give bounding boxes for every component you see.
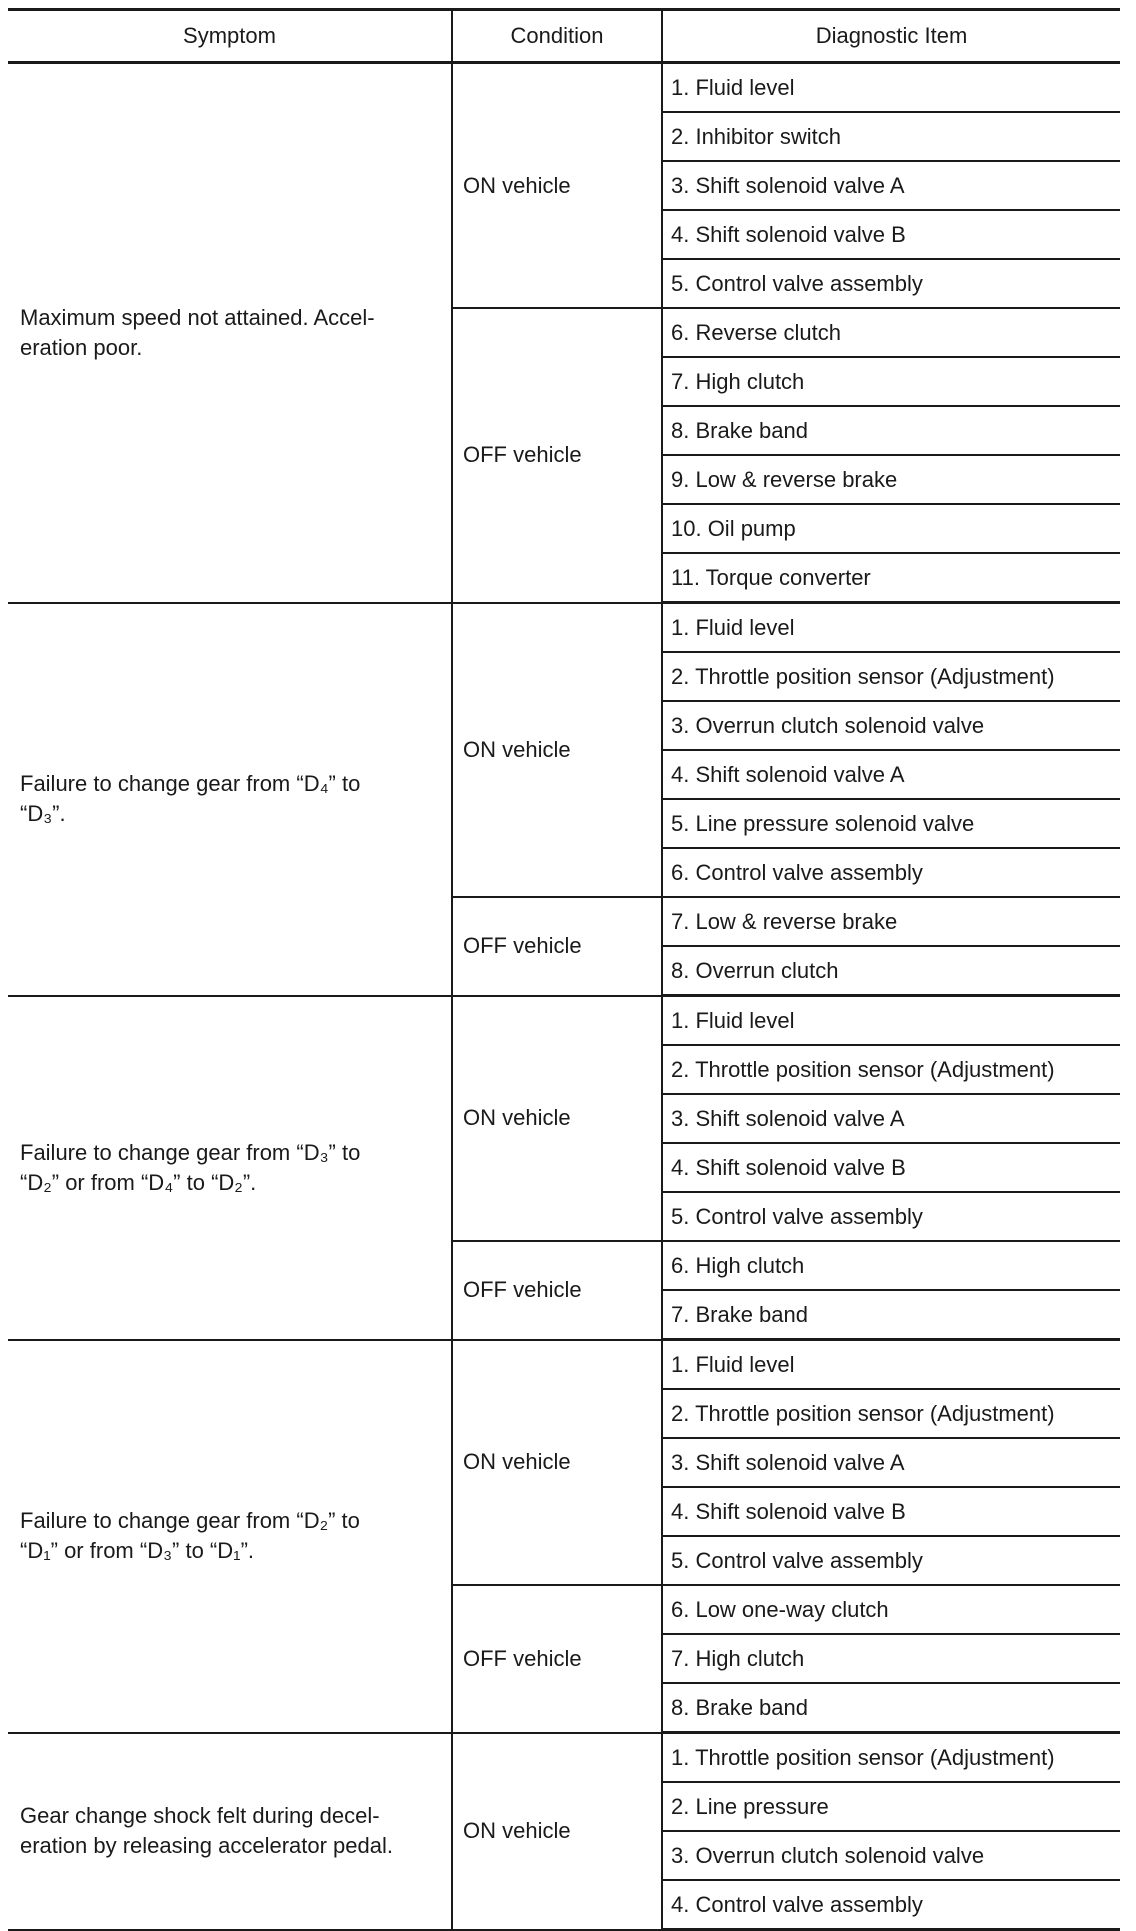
diagnostic-item-cell: 4. Shift solenoid valve B bbox=[662, 1143, 1120, 1192]
table-row bbox=[8, 603, 1120, 653]
diagnostic-item-cell: 5. Control valve assembly bbox=[662, 1192, 1120, 1241]
diagnostic-item-cell: 1. Fluid level bbox=[662, 1340, 1120, 1390]
symptom-cell: Gear change shock felt during decel- eration by releasing accelerator pedal. bbox=[8, 1733, 452, 1930]
diagnostic-item-cell: 4. Shift solenoid valve B bbox=[662, 1487, 1120, 1536]
diagnostic-item-cell: 6. Reverse clutch bbox=[662, 308, 1120, 357]
table-header bbox=[8, 10, 1120, 63]
diagnostic-item-cell: 5. Line pressure solenoid valve bbox=[662, 799, 1120, 848]
diagnostic-item-cell: 5. Control valve assembly bbox=[662, 259, 1120, 308]
symptom-cell: Failure to change gear from “D₂” to “D₁” or from “D₃” to “D₁”. bbox=[8, 1340, 452, 1733]
diagnostic-item-cell: 4. Shift solenoid valve A bbox=[662, 750, 1120, 799]
diagnostic-item-cell: 6. Low one-way clutch bbox=[662, 1585, 1120, 1634]
condition-cell: OFF vehicle bbox=[452, 897, 662, 996]
condition-cell: ON vehicle bbox=[452, 63, 662, 309]
table-row bbox=[8, 1340, 1120, 1390]
diagnostic-item-cell: 3. Overrun clutch solenoid valve bbox=[662, 701, 1120, 750]
table-row bbox=[8, 63, 1120, 113]
header-diagnostic-item: Diagnostic Item bbox=[662, 10, 1120, 63]
diagnostic-item-cell: 7. Brake band bbox=[662, 1290, 1120, 1340]
symptom-cell: Failure to change gear from “D₃” to “D₂” or from “D₄” to “D₂”. bbox=[8, 996, 452, 1340]
diagnostic-item-cell: 1. Fluid level bbox=[662, 603, 1120, 653]
diagnostic-item-cell: 5. Control valve assembly bbox=[662, 1536, 1120, 1585]
diagnostic-table bbox=[8, 8, 1120, 1931]
diagnostic-item-cell: 7. Low & reverse brake bbox=[662, 897, 1120, 946]
table-row bbox=[8, 996, 1120, 1046]
diagnostic-item-cell: 6. Control valve assembly bbox=[662, 848, 1120, 897]
diagnostic-item-cell: 7. High clutch bbox=[662, 357, 1120, 406]
diagnostic-item-cell: 2. Throttle position sensor (Adjustment) bbox=[662, 1389, 1120, 1438]
diagnostic-item-cell: 1. Throttle position sensor (Adjustment) bbox=[662, 1733, 1120, 1783]
diagnostic-item-cell: 1. Fluid level bbox=[662, 996, 1120, 1046]
condition-cell: ON vehicle bbox=[452, 1733, 662, 1930]
header-condition: Condition bbox=[452, 10, 662, 63]
table-row bbox=[8, 1733, 1120, 1783]
diagnostic-item-cell: 4. Control valve assembly bbox=[662, 1880, 1120, 1930]
condition-cell: ON vehicle bbox=[452, 1340, 662, 1586]
symptom-cell: Maximum speed not attained. Accel- eration poor. bbox=[8, 63, 452, 603]
diagnostic-item-cell: 3. Overrun clutch solenoid valve bbox=[662, 1831, 1120, 1880]
header-symptom: Symptom bbox=[8, 10, 452, 63]
diagnostic-item-cell: 11. Torque converter bbox=[662, 553, 1120, 603]
diagnostic-item-cell: 4. Shift solenoid valve B bbox=[662, 210, 1120, 259]
diagnostic-item-cell: 3. Shift solenoid valve A bbox=[662, 161, 1120, 210]
diagnostic-item-cell: 3. Shift solenoid valve A bbox=[662, 1438, 1120, 1487]
diagnostic-item-cell: 1. Fluid level bbox=[662, 63, 1120, 113]
condition-cell: ON vehicle bbox=[452, 996, 662, 1242]
diagnostic-item-cell: 2. Line pressure bbox=[662, 1782, 1120, 1831]
header-row bbox=[8, 10, 1120, 63]
condition-cell: OFF vehicle bbox=[452, 1241, 662, 1340]
diagnostic-item-cell: 8. Brake band bbox=[662, 406, 1120, 455]
condition-cell: ON vehicle bbox=[452, 603, 662, 898]
diagnostic-item-cell: 3. Shift solenoid valve A bbox=[662, 1094, 1120, 1143]
diagnostic-item-cell: 8. Overrun clutch bbox=[662, 946, 1120, 996]
diagnostic-item-cell: 8. Brake band bbox=[662, 1683, 1120, 1733]
condition-cell: OFF vehicle bbox=[452, 1585, 662, 1733]
diagnostic-item-cell: 6. High clutch bbox=[662, 1241, 1120, 1290]
diagnostic-item-cell: 2. Inhibitor switch bbox=[662, 112, 1120, 161]
diagnostic-item-cell: 2. Throttle position sensor (Adjustment) bbox=[662, 1045, 1120, 1094]
diagnostic-item-cell: 2. Throttle position sensor (Adjustment) bbox=[662, 652, 1120, 701]
diagnostic-item-cell: 9. Low & reverse brake bbox=[662, 455, 1120, 504]
condition-cell: OFF vehicle bbox=[452, 308, 662, 603]
diagnostic-item-cell: 10. Oil pump bbox=[662, 504, 1120, 553]
diagnostic-item-cell: 7. High clutch bbox=[662, 1634, 1120, 1683]
symptom-cell: Failure to change gear from “D₄” to “D₃”. bbox=[8, 603, 452, 996]
table-body bbox=[8, 63, 1120, 1930]
